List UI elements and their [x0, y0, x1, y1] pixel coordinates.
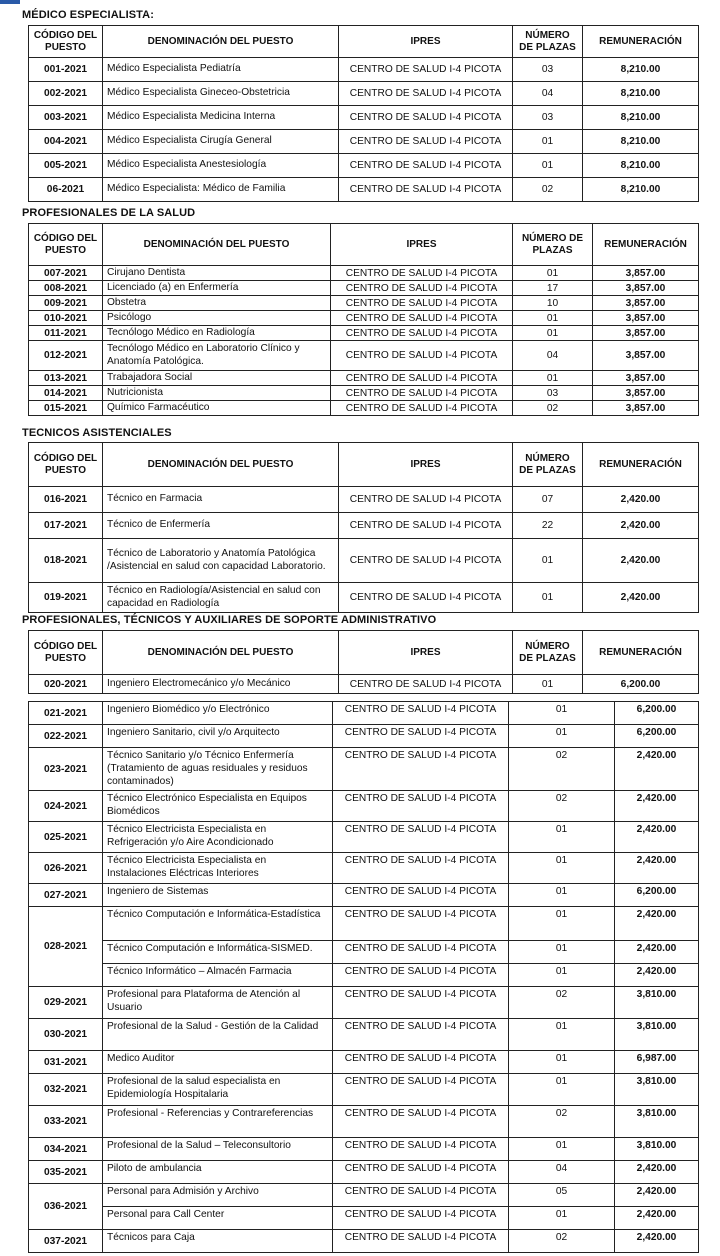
header-code: CÓDIGO DEL PUESTO [29, 224, 103, 266]
cell-plazas: 01 [513, 371, 593, 386]
cell-name: Ingeniero Sanitario, civil y/o Arquitecto [103, 725, 333, 748]
cell-pay: 2,420.00 [583, 583, 699, 613]
table-row [29, 822, 699, 853]
cell-code: 004-2021 [29, 130, 103, 154]
table-row [29, 487, 699, 513]
cell-name: Técnico Sanitario y/o Técnico Enfermería (Tratamiento de aguas residuales y residuos contaminados) [103, 748, 333, 791]
header-ipres: IPRES [331, 224, 513, 266]
table-row [29, 1207, 699, 1230]
cell-pay: 2,420.00 [615, 791, 699, 822]
table-row [29, 326, 699, 341]
cell-ipres: CENTRO DE SALUD I-4 PICOTA [339, 82, 513, 106]
table-row [29, 296, 699, 311]
cell-code: 010-2021 [29, 311, 103, 326]
cell-name: Nutricionista [103, 386, 331, 401]
header-plazas: NÚMERO DE PLAZAS [513, 443, 583, 487]
cell-plazas: 01 [509, 702, 615, 725]
cell-ipres: CENTRO DE SALUD I-4 PICOTA [333, 1019, 509, 1051]
cell-ipres: CENTRO DE SALUD I-4 PICOTA [333, 1051, 509, 1074]
cell-plazas: 01 [513, 130, 583, 154]
cell-ipres: CENTRO DE SALUD I-4 PICOTA [333, 1230, 509, 1253]
cell-pay: 3,810.00 [615, 1074, 699, 1106]
table-row [29, 154, 699, 178]
cell-code: 001-2021 [29, 58, 103, 82]
table-medico-especialista [28, 25, 699, 202]
header-pay: REMUNERACIÓN [593, 224, 699, 266]
table-row [29, 1138, 699, 1161]
header-code: CÓDIGO DEL PUESTO [29, 443, 103, 487]
table-row [29, 725, 699, 748]
cell-pay: 8,210.00 [583, 58, 699, 82]
cell-name: Ingeniero de Sistemas [103, 884, 333, 907]
cell-name: Técnico Electrónico Especialista en Equipos Biomédicos [103, 791, 333, 822]
cell-plazas: 10 [513, 296, 593, 311]
cell-code: 035-2021 [29, 1161, 103, 1184]
cell-plazas: 01 [509, 853, 615, 884]
cell-pay: 2,420.00 [583, 539, 699, 583]
cell-ipres: CENTRO DE SALUD I-4 PICOTA [333, 907, 509, 941]
cell-plazas: 01 [509, 725, 615, 748]
cell-plazas: 01 [509, 907, 615, 941]
cell-plazas: 02 [513, 178, 583, 202]
table-row [29, 371, 699, 386]
cell-pay: 6,987.00 [615, 1051, 699, 1074]
table-row [29, 987, 699, 1019]
cell-ipres: CENTRO DE SALUD I-4 PICOTA [333, 1074, 509, 1106]
cell-name: Psicólogo [103, 311, 331, 326]
cell-code: 036-2021 [29, 1184, 103, 1230]
cell-code: 007-2021 [29, 266, 103, 281]
section-title-soporte: PROFESIONALES, TÉCNICOS Y AUXILIARES DE SOPORTE ADMINISTRATIVO [22, 614, 437, 626]
cell-name: Técnico en Radiología/Asistencial en salud con capacidad en Radiología [103, 583, 339, 613]
cell-code: 06-2021 [29, 178, 103, 202]
header-plazas: NÚMERO DE PLAZAS [513, 224, 593, 266]
cell-code: 012-2021 [29, 341, 103, 371]
cell-code: 005-2021 [29, 154, 103, 178]
cell-code: 018-2021 [29, 539, 103, 583]
cell-name: Ingeniero Biomédico y/o Electrónico [103, 702, 333, 725]
cell-name: Médico Especialista Anestesiología [103, 154, 339, 178]
cell-code: 024-2021 [29, 791, 103, 822]
cell-pay: 6,200.00 [615, 702, 699, 725]
cell-ipres: CENTRO DE SALUD I-4 PICOTA [331, 401, 513, 416]
table-row [29, 884, 699, 907]
table-row [29, 266, 699, 281]
header-denomination: DENOMINACIÓN DEL PUESTO [103, 631, 339, 675]
cell-pay: 2,420.00 [583, 487, 699, 513]
cell-code: 009-2021 [29, 296, 103, 311]
cell-pay: 2,420.00 [615, 1230, 699, 1253]
table-row [29, 58, 699, 82]
cell-ipres: CENTRO DE SALUD I-4 PICOTA [331, 311, 513, 326]
cell-name: Técnico Computación e Informática-SISMED. [103, 941, 333, 964]
cell-plazas: 17 [513, 281, 593, 296]
table-row [29, 281, 699, 296]
cell-name: Profesional de la salud especialista en Epidemiología Hospitalaria [103, 1074, 333, 1106]
cell-code: 019-2021 [29, 583, 103, 613]
cell-name: Profesional - Referencias y Contrareferencias [103, 1106, 333, 1138]
cell-plazas: 07 [513, 487, 583, 513]
cell-pay: 6,200.00 [615, 884, 699, 907]
table-row [29, 675, 699, 694]
cell-name: Técnico Electricista Especialista en Refrigeración y/o Aire Acondicionado [103, 822, 333, 853]
cell-code: 029-2021 [29, 987, 103, 1019]
cell-pay: 2,420.00 [615, 1161, 699, 1184]
cell-code: 013-2021 [29, 371, 103, 386]
cell-pay: 3,857.00 [593, 341, 699, 371]
cell-ipres: CENTRO DE SALUD I-4 PICOTA [339, 130, 513, 154]
cell-name: Medico Auditor [103, 1051, 333, 1074]
cell-plazas: 02 [509, 1106, 615, 1138]
section-title-tecnicos: TECNICOS ASISTENCIALES [22, 427, 172, 439]
cell-ipres: CENTRO DE SALUD I-4 PICOTA [339, 178, 513, 202]
cell-code: 031-2021 [29, 1051, 103, 1074]
header-pay: REMUNERACIÓN [583, 631, 699, 675]
cell-plazas: 01 [509, 822, 615, 853]
cell-name: Cirujano Dentista [103, 266, 331, 281]
cell-plazas: 01 [509, 1138, 615, 1161]
cell-name: Obstetra [103, 296, 331, 311]
cell-pay: 3,857.00 [593, 401, 699, 416]
cell-pay: 6,200.00 [615, 725, 699, 748]
cell-name: Técnico Computación e Informática-Estadística [103, 907, 333, 941]
cell-plazas: 05 [509, 1184, 615, 1207]
cell-plazas: 01 [513, 311, 593, 326]
table-row [29, 583, 699, 613]
header-denomination: DENOMINACIÓN DEL PUESTO [103, 26, 339, 58]
cell-code: 026-2021 [29, 853, 103, 884]
cell-name: Trabajadora Social [103, 371, 331, 386]
cell-name: Ingeniero Electromecánico y/o Mecánico [103, 675, 339, 694]
cell-plazas: 02 [509, 987, 615, 1019]
cell-ipres: CENTRO DE SALUD I-4 PICOTA [339, 675, 513, 694]
cell-name: Técnico Electricista Especialista en Instalaciones Eléctricas Interiores [103, 853, 333, 884]
cell-plazas: 02 [509, 748, 615, 791]
cell-plazas: 03 [513, 106, 583, 130]
cell-code: 003-2021 [29, 106, 103, 130]
cell-pay: 3,810.00 [615, 1106, 699, 1138]
cell-ipres: CENTRO DE SALUD I-4 PICOTA [331, 341, 513, 371]
cell-ipres: CENTRO DE SALUD I-4 PICOTA [331, 296, 513, 311]
cell-plazas: 01 [513, 539, 583, 583]
cell-ipres: CENTRO DE SALUD I-4 PICOTA [333, 853, 509, 884]
cell-name: Técnico de Laboratorio y Anatomía Patológica /Asistencial en salud con capacidad Laboratorio. [103, 539, 339, 583]
cell-pay: 3,857.00 [593, 326, 699, 341]
top-accent-bar [0, 0, 20, 4]
cell-name: Médico Especialista Gineceo-Obstetricia [103, 82, 339, 106]
cell-code: 033-2021 [29, 1106, 103, 1138]
cell-ipres: CENTRO DE SALUD I-4 PICOTA [339, 513, 513, 539]
cell-plazas: 01 [509, 884, 615, 907]
cell-plazas: 02 [509, 791, 615, 822]
cell-ipres: CENTRO DE SALUD I-4 PICOTA [333, 964, 509, 987]
header-plazas: NÚMERO DE PLAZAS [513, 631, 583, 675]
cell-code: 014-2021 [29, 386, 103, 401]
cell-code: 017-2021 [29, 513, 103, 539]
cell-name: Médico Especialista Pediatría [103, 58, 339, 82]
table-row [29, 853, 699, 884]
cell-ipres: CENTRO DE SALUD I-4 PICOTA [333, 725, 509, 748]
cell-plazas: 22 [513, 513, 583, 539]
cell-ipres: CENTRO DE SALUD I-4 PICOTA [331, 371, 513, 386]
cell-pay: 3,857.00 [593, 386, 699, 401]
cell-plazas: 04 [513, 82, 583, 106]
table-row [29, 106, 699, 130]
cell-code: 022-2021 [29, 725, 103, 748]
cell-name: Profesional para Plataforma de Atención al Usuario [103, 987, 333, 1019]
cell-ipres: CENTRO DE SALUD I-4 PICOTA [339, 583, 513, 613]
cell-pay: 6,200.00 [583, 675, 699, 694]
cell-code: 021-2021 [29, 702, 103, 725]
cell-name: Técnicos para Caja [103, 1230, 333, 1253]
cell-pay: 2,420.00 [615, 964, 699, 987]
cell-ipres: CENTRO DE SALUD I-4 PICOTA [339, 539, 513, 583]
cell-pay: 2,420.00 [615, 853, 699, 884]
cell-plazas: 02 [509, 1230, 615, 1253]
cell-plazas: 01 [513, 583, 583, 613]
cell-name: Piloto de ambulancia [103, 1161, 333, 1184]
cell-plazas: 01 [509, 1019, 615, 1051]
cell-code: 020-2021 [29, 675, 103, 694]
cell-ipres: CENTRO DE SALUD I-4 PICOTA [333, 1138, 509, 1161]
table-row [29, 748, 699, 791]
cell-pay: 3,857.00 [593, 311, 699, 326]
cell-pay: 8,210.00 [583, 130, 699, 154]
cell-pay: 2,420.00 [615, 907, 699, 941]
cell-ipres: CENTRO DE SALUD I-4 PICOTA [339, 58, 513, 82]
cell-pay: 8,210.00 [583, 178, 699, 202]
cell-ipres: CENTRO DE SALUD I-4 PICOTA [331, 326, 513, 341]
cell-name: Tecnólogo Médico en Laboratorio Clínico y Anatomía Patológica. [103, 341, 331, 371]
cell-pay: 2,420.00 [615, 1207, 699, 1230]
cell-code: 002-2021 [29, 82, 103, 106]
cell-plazas: 03 [513, 58, 583, 82]
cell-pay: 8,210.00 [583, 106, 699, 130]
section-title-profesionales: PROFESIONALES DE LA SALUD [22, 207, 196, 219]
cell-pay: 2,420.00 [615, 941, 699, 964]
header-pay: REMUNERACIÓN [583, 443, 699, 487]
table-profesionales-salud [28, 223, 699, 416]
cell-name: Químico Farmacéutico [103, 401, 331, 416]
cell-ipres: CENTRO DE SALUD I-4 PICOTA [333, 941, 509, 964]
cell-pay: 3,857.00 [593, 281, 699, 296]
section-title-medico: MÉDICO ESPECIALISTA: [22, 9, 154, 21]
cell-name: Personal para Call Center [103, 1207, 333, 1230]
table-row [29, 1019, 699, 1051]
cell-name: Profesional de la Salud - Gestión de la Calidad [103, 1019, 333, 1051]
cell-pay: 2,420.00 [615, 748, 699, 791]
cell-plazas: 01 [509, 1074, 615, 1106]
cell-plazas: 04 [509, 1161, 615, 1184]
cell-ipres: CENTRO DE SALUD I-4 PICOTA [333, 1161, 509, 1184]
table-row [29, 702, 699, 725]
header-plazas: NÚMERO DE PLAZAS [513, 26, 583, 58]
cell-code: 028-2021 [29, 907, 103, 987]
cell-ipres: CENTRO DE SALUD I-4 PICOTA [333, 1106, 509, 1138]
cell-ipres: CENTRO DE SALUD I-4 PICOTA [339, 487, 513, 513]
cell-pay: 3,857.00 [593, 296, 699, 311]
header-pay: REMUNERACIÓN [583, 26, 699, 58]
cell-name: Técnico de Enfermería [103, 513, 339, 539]
cell-ipres: CENTRO DE SALUD I-4 PICOTA [333, 748, 509, 791]
cell-ipres: CENTRO DE SALUD I-4 PICOTA [331, 266, 513, 281]
header-code: CÓDIGO DEL PUESTO [29, 26, 103, 58]
cell-pay: 2,420.00 [615, 822, 699, 853]
cell-code: 032-2021 [29, 1074, 103, 1106]
table-row [29, 178, 699, 202]
cell-name: Médico Especialista Medicina Interna [103, 106, 339, 130]
cell-ipres: CENTRO DE SALUD I-4 PICOTA [333, 987, 509, 1019]
cell-ipres: CENTRO DE SALUD I-4 PICOTA [331, 281, 513, 296]
table-row [29, 1230, 699, 1253]
cell-pay: 3,810.00 [615, 1019, 699, 1051]
cell-plazas: 01 [513, 326, 593, 341]
cell-pay: 8,210.00 [583, 154, 699, 178]
cell-code: 034-2021 [29, 1138, 103, 1161]
cell-code: 027-2021 [29, 884, 103, 907]
header-ipres: IPRES [339, 631, 513, 675]
cell-ipres: CENTRO DE SALUD I-4 PICOTA [333, 791, 509, 822]
table-row [29, 401, 699, 416]
cell-ipres: CENTRO DE SALUD I-4 PICOTA [333, 884, 509, 907]
cell-plazas: 01 [509, 1207, 615, 1230]
table-row [29, 1074, 699, 1106]
header-ipres: IPRES [339, 443, 513, 487]
table-row [29, 311, 699, 326]
cell-name: Licenciado (a) en Enfermería [103, 281, 331, 296]
cell-ipres: CENTRO DE SALUD I-4 PICOTA [333, 822, 509, 853]
cell-code: 030-2021 [29, 1019, 103, 1051]
cell-name: Técnico en Farmacia [103, 487, 339, 513]
cell-plazas: 01 [513, 675, 583, 694]
cell-plazas: 01 [513, 266, 593, 281]
table-row [29, 1051, 699, 1074]
table-row [29, 907, 699, 941]
cell-code: 015-2021 [29, 401, 103, 416]
cell-plazas: 01 [509, 941, 615, 964]
cell-pay: 2,420.00 [583, 513, 699, 539]
table-row [29, 386, 699, 401]
cell-name: Tecnólogo Médico en Radiología [103, 326, 331, 341]
cell-ipres: CENTRO DE SALUD I-4 PICOTA [333, 1184, 509, 1207]
cell-ipres: CENTRO DE SALUD I-4 PICOTA [339, 106, 513, 130]
cell-pay: 3,857.00 [593, 371, 699, 386]
table-row [29, 1161, 699, 1184]
cell-plazas: 02 [513, 401, 593, 416]
header-code: CÓDIGO DEL PUESTO [29, 631, 103, 675]
table-row [29, 341, 699, 371]
table-soporte-administrativo [28, 630, 699, 694]
cell-name: Médico Especialista: Médico de Familia [103, 178, 339, 202]
cell-name: Técnico Informático – Almacén Farmacia [103, 964, 333, 987]
table-row [29, 941, 699, 964]
cell-pay: 3,857.00 [593, 266, 699, 281]
cell-name: Médico Especialista Cirugía General [103, 130, 339, 154]
cell-pay: 3,810.00 [615, 1138, 699, 1161]
cell-ipres: CENTRO DE SALUD I-4 PICOTA [333, 1207, 509, 1230]
cell-ipres: CENTRO DE SALUD I-4 PICOTA [333, 702, 509, 725]
table-row [29, 791, 699, 822]
cell-plazas: 01 [509, 1051, 615, 1074]
table-row [29, 539, 699, 583]
cell-code: 023-2021 [29, 748, 103, 791]
cell-name: Personal para Admisión y Archivo [103, 1184, 333, 1207]
table-tecnicos-asistenciales [28, 442, 699, 613]
cell-pay: 3,810.00 [615, 987, 699, 1019]
header-ipres: IPRES [339, 26, 513, 58]
cell-code: 011-2021 [29, 326, 103, 341]
table-soporte-administrativo-cont [28, 701, 699, 1253]
header-denomination: DENOMINACIÓN DEL PUESTO [103, 443, 339, 487]
header-denomination: DENOMINACIÓN DEL PUESTO [103, 224, 331, 266]
cell-code: 008-2021 [29, 281, 103, 296]
cell-plazas: 03 [513, 386, 593, 401]
cell-code: 037-2021 [29, 1230, 103, 1253]
cell-ipres: CENTRO DE SALUD I-4 PICOTA [339, 154, 513, 178]
table-row [29, 964, 699, 987]
table-row [29, 1106, 699, 1138]
cell-pay: 8,210.00 [583, 82, 699, 106]
table-row [29, 130, 699, 154]
table-row [29, 82, 699, 106]
cell-plazas: 01 [509, 964, 615, 987]
table-row [29, 513, 699, 539]
cell-pay: 2,420.00 [615, 1184, 699, 1207]
cell-name: Profesional de la Salud – Teleconsultorio [103, 1138, 333, 1161]
cell-ipres: CENTRO DE SALUD I-4 PICOTA [331, 386, 513, 401]
cell-code: 025-2021 [29, 822, 103, 853]
cell-plazas: 04 [513, 341, 593, 371]
cell-plazas: 01 [513, 154, 583, 178]
cell-code: 016-2021 [29, 487, 103, 513]
table-row [29, 1184, 699, 1207]
